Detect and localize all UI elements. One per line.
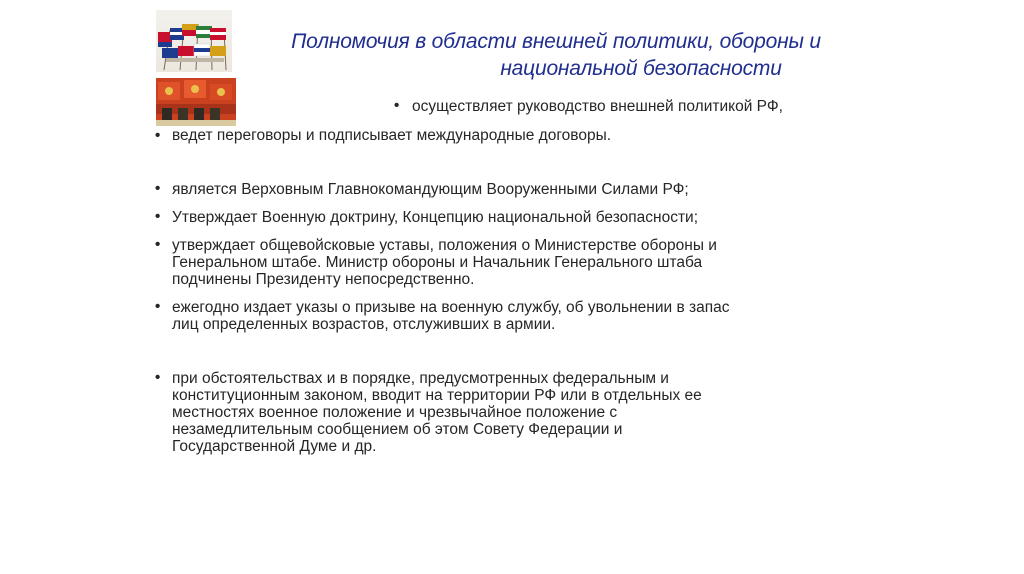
title-line-1: Полномочия в области внешней политики, обороны и (291, 30, 821, 53)
list-item-line: при обстоятельствах и в порядке, предусмотренных федеральным и (172, 370, 669, 387)
list-item-line: лиц определенных возрастов, отслуживших в армии. (172, 316, 556, 333)
bullet-marker: • (155, 180, 161, 197)
list-item-line: конституционным законом, вводит на территории РФ или в отдельных ее (172, 387, 702, 404)
first-item-line-1: осуществляет руководство внешней политикой РФ, (412, 98, 783, 115)
bullet-marker: • (155, 236, 161, 253)
bullet-marker: • (394, 97, 400, 114)
list-item (172, 299, 872, 333)
bullet-marker: • (155, 127, 161, 144)
list-item (172, 181, 872, 198)
list-item-line: Утверждает Военную доктрину, Концепцию национальной безопасности; (172, 209, 699, 226)
bullet-marker: • (155, 298, 161, 315)
bullet-marker: • (155, 208, 161, 225)
list-item-line: подчинены Президенту непосредственно. (172, 271, 475, 288)
title-line-2: национальной безопасности (500, 57, 782, 80)
first-item-line-2: ведет переговоры и подписывает международные договоры. (172, 127, 612, 144)
list-item (172, 237, 872, 288)
list-item-line: ежегодно издает указы о призыве на военную службу, об увольнении в запас (172, 299, 730, 316)
list-item (172, 209, 872, 226)
flags-image (156, 10, 232, 72)
military-banners-image (156, 78, 236, 126)
bullet-marker: • (155, 369, 161, 386)
list-item-line: Государственной Думе и др. (172, 438, 377, 455)
slide-title (236, 28, 876, 82)
list-item-line: незамедлительным сообщением об этом Совету Федерации и (172, 421, 623, 438)
list-item (172, 370, 872, 455)
list-item-line: утверждает общевойсковые уставы, положения о Министерстве обороны и (172, 237, 717, 254)
list-item-line: Генеральном штабе. Министр обороны и Начальник Генерального штаба (172, 254, 703, 271)
list-item-line: является Верховным Главнокомандующим Вооруженными Силами РФ; (172, 181, 689, 198)
list-item-line: местностях военное положение и чрезвычайное положение с (172, 404, 618, 421)
